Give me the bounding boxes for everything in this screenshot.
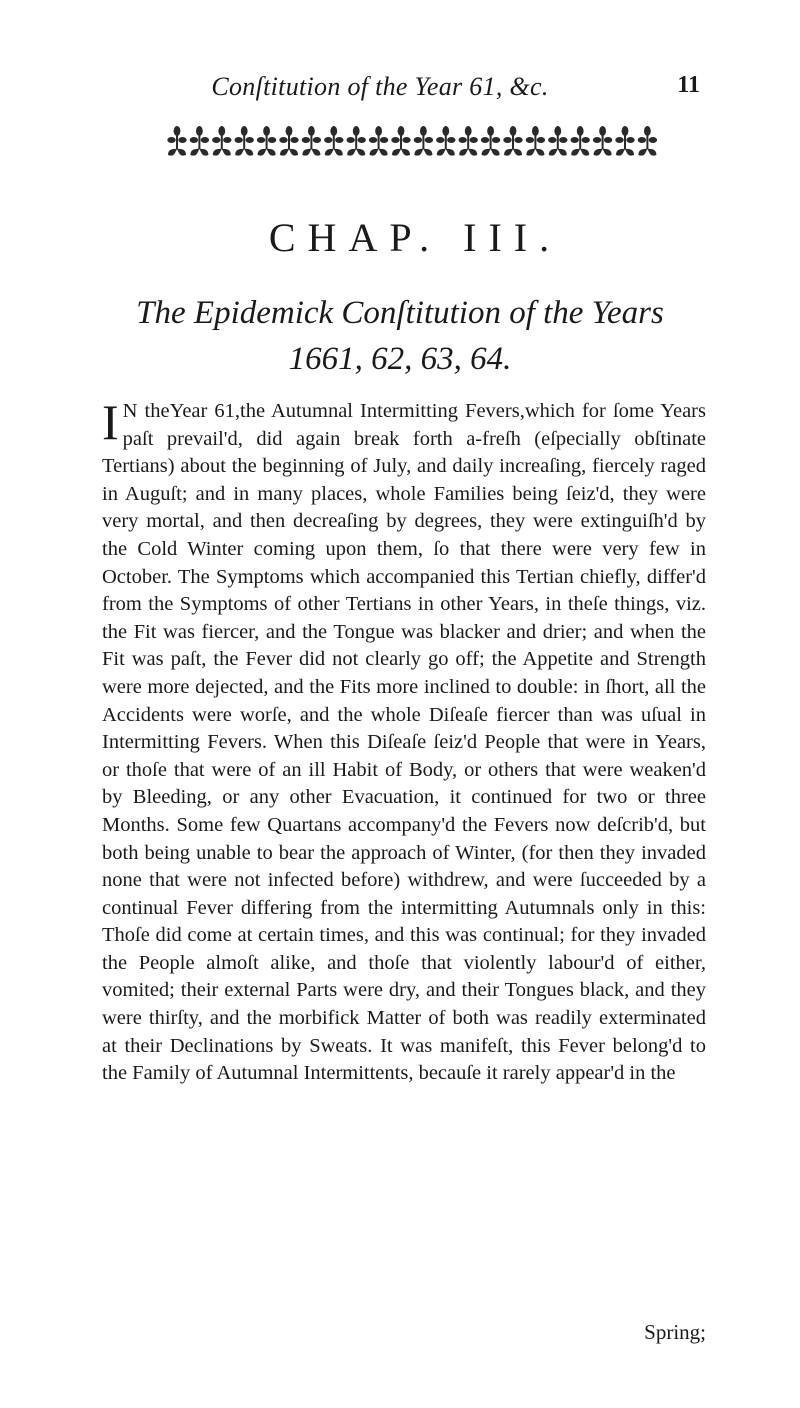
running-title: Conſtitution of the Year 61, &c.	[211, 72, 549, 101]
fleuron-icon	[391, 126, 410, 156]
fleuron-icon	[347, 126, 366, 156]
fleuron-icon	[369, 126, 388, 156]
fleuron-icon	[212, 126, 231, 156]
fleuron-icon	[235, 126, 254, 156]
fleuron-icon	[414, 126, 433, 156]
fleuron-icon	[190, 126, 209, 156]
fleuron-border-icon	[166, 122, 660, 162]
fleuron-icon	[526, 126, 545, 156]
body-text	[102, 394, 706, 1088]
fleuron-icon	[548, 126, 567, 156]
fleuron-icon	[571, 126, 590, 156]
paragraph	[102, 394, 706, 1088]
fleuron-icon	[257, 126, 276, 156]
chapter-heading: CHAP. III.	[268, 215, 562, 260]
fleuron-icon	[459, 126, 478, 156]
fleuron-icon	[279, 126, 298, 156]
fleuron-icon	[638, 126, 657, 156]
catchword: Spring;	[644, 1320, 706, 1344]
running-head	[120, 72, 700, 106]
chapter-title-line-2: 1661, 62, 63, 64.	[288, 341, 512, 377]
chapter-title-line-1: The Epidemick Conſtitution of the Years	[136, 295, 664, 331]
fleuron-icon	[167, 126, 186, 156]
fleuron-icon	[593, 126, 612, 156]
drop-capital: I	[102, 394, 119, 450]
paragraph-text: N theYear 61,the Autumnal Intermitting Fevers,which for ſome Years paſt prevail'd, did again break forth a-freſh (eſpecially obſtinate Tertians) about the beginning of July, and daily increaſing, fiercely raged in Auguſt; and in many places, whole Families being ſeiz'd, they were very mortal, and then decreaſing by degrees, they were extinguiſh'd by the Cold Winter coming upon them, ſo that there were very few in October. The Symptoms which accompanied this Tertian chiefly, differ'd from the Symptoms of other Tertians in other Years, in theſe things, viz. the Fit was fiercer, and the Tongue was blacker and drier; and when the Fit was paſt, the Fever did not clearly go off; the Appetite and Strength were more dejected, and the Fits more inclined to double: in ſhort, all the Accidents were worſe, and the whole Diſeaſe fiercer than was uſual in Intermitting Fevers. When this Diſeaſe ſeiz'd People that were in Years, or thoſe that were of an ill Habit of Body, or others that were weaken'd by Bleeding, or any other Evacuation, it continued for two or three Months. Some few Quartans accompany'd the Fevers now deſcrib'd, but both being unable to bear the approach of Winter, (for then they invaded none that were not infected before) withdrew, and were ſucceeded by a continual Fever differing from the intermitting Autumnals only in this: Thoſe did come at certain times, and this was continual; for they invaded the People almoſt alike, and thoſe that violently labour'd of either, vomited; their external Parts were dry, and their Tongues black, and they were thirſty, and the morbifick Matter of both was readily exterminated at their Declinations by Sweats. It was manifeſt, this Fever belong'd to the Family of Autumnal Intermittents, becauſe it rarely appear'd in the	[102, 400, 706, 1085]
chapter-title	[0, 290, 800, 382]
fleuron-icon	[436, 126, 455, 156]
fleuron-icon	[481, 126, 500, 156]
page-number: 11	[677, 72, 700, 98]
fleuron-icon	[324, 126, 343, 156]
fleuron-icon	[302, 126, 321, 156]
fleuron-icon	[503, 126, 522, 156]
fleuron-icon	[615, 126, 634, 156]
